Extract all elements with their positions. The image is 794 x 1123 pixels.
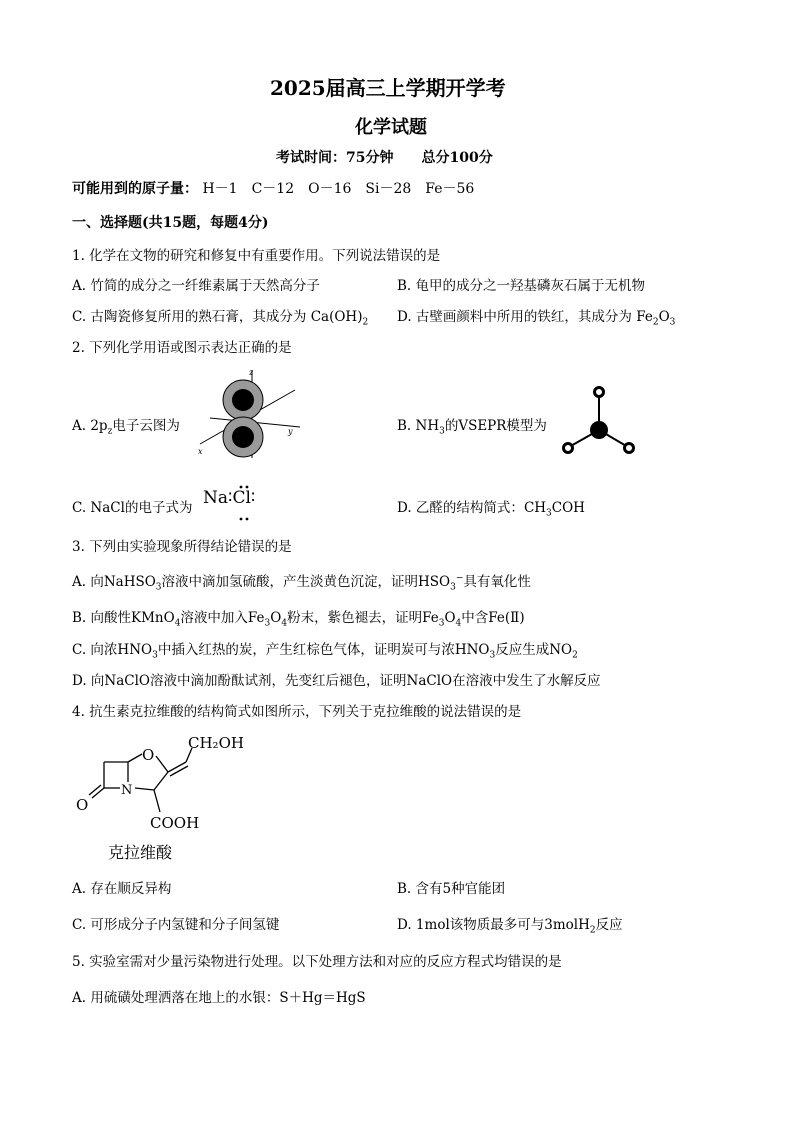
q1-d-text: D. 古壁画颜料中所用的铁红，其成分为 Fe [397,309,653,325]
q3-a-sub2: 3 [450,582,456,593]
q3-b-sub5: 4 [455,618,462,629]
q5-option-a [72,986,366,1006]
q4-d-sub: 2 [589,925,596,936]
q1-d-sub2: 3 [669,317,676,328]
q3-stem: 3. 下列由实验现象所得结论错误的是 [72,539,292,555]
atomic-mass-label: 可能用到的原子量： [72,181,198,197]
q3-b-sub4: 3 [438,618,445,629]
q3-option-c [72,638,578,661]
q3-c-mid: 中插入红热的炭，产生红棕色气体，证明炭可与浓HNO [157,642,490,658]
q3-option-d: D. 向NaClO溶液中滴加酚酞试剂，先变红后褪色，证明NaClO在溶液中发生了水解反应 [72,673,601,689]
keto-oxygen: O [76,796,89,814]
q4-d-post: 反应 [595,917,623,933]
q3-b-mid3: 粉末，紫色褪去，证明Fe [287,610,439,626]
q2-b-text: B. NH [397,418,440,434]
q1-c-text: C. 古陶瓷修复所用的熟石膏，其成分为 Ca(OH) [72,309,363,325]
q5-a-equation: S＋Hg＝HgS [279,990,366,1006]
q2-b-post: 的VSEPR模型为 [444,418,547,434]
page-title: 2025届高三上学期开学考 [270,76,506,100]
q3-b-sub3: 4 [281,618,288,629]
q2-a-sub: z [107,426,113,437]
q2-d-formula: CH [523,500,547,516]
q1-stem: 1. 化学在文物的研究和修复中有重要作用。下列说法错误的是 [72,248,441,264]
q3-b-sub1: 4 [174,618,181,629]
q3-a-sup: − [455,573,464,584]
atomic-mass-line [72,178,474,198]
q1-d-mid: O [658,309,670,325]
subject-title: 化学试题 [355,117,427,138]
atomic-mass-values: H－1 C－12 O－16 Si－28 Fe－56 [202,181,475,197]
exam-info: 考试时间：75分钟 总分100分 [276,150,493,166]
q3-c-sub1: 3 [152,650,158,661]
ch2oh-group: CH₂OH [188,734,244,752]
q2-option-a [72,414,180,437]
q1-option-a: A. 竹简的成分之一纤维素属于天然高分子 [72,278,320,294]
q4-option-d [397,913,623,936]
ring-nitrogen: N [121,783,133,798]
ligand-top [595,388,604,397]
x-axis-label: x [198,447,203,456]
q2-option-c [72,496,192,516]
q2-d-sub: 3 [546,508,552,519]
q2-option-d [397,496,585,519]
section-heading: 一、选择题(共15题，每题4分) [72,215,269,231]
q1-option-c [72,305,368,328]
vsepr-model-figure [556,384,640,456]
left-electron-pair: ∶ [228,488,233,508]
q3-c-sub3: 2 [572,650,578,661]
cl-symbol: Cl [232,488,251,508]
q1-d-sub1: 2 [652,317,659,328]
q3-b-post: 中含Fe(Ⅱ) [461,610,525,626]
q4-option-c: C. 可形成分子内氢键和分子间氢键 [72,917,280,933]
q3-b-mid2: O [270,610,282,626]
q4-d-pre: D. 1mol该物质最多可与3molH [397,917,590,933]
q2-d-rest: COH [551,500,585,516]
q1-option-d [397,305,675,328]
q2-a-text: A. 2p [72,418,108,434]
q4-option-a: A. 存在顺反异构 [72,881,172,897]
q4-option-b: B. 含有5种官能团 [397,881,506,897]
central-atom [590,421,608,439]
q3-option-b [72,606,525,629]
q3-a-sub1: 3 [155,582,162,593]
q3-b-mid4: O [444,610,456,626]
pz-orbital-figure [190,362,305,462]
q5-a-pre: A. 用硫磺处理洒落在地上的水银： [72,990,280,1006]
q2-option-b [397,414,547,437]
q2-stem: 2. 下列化学用语或图示表达正确的是 [72,340,292,356]
q2-d-text: D. 乙醛的结构简式： [397,500,524,516]
q3-a-mid: 溶液中滴加氢硫酸，产生淡黄色沉淀，证明HSO [161,574,451,590]
q3-c-sub2: 3 [489,650,496,661]
z-axis-label: z [249,368,254,377]
q3-b-mid1: 溶液中加入Fe [180,610,265,626]
cl-electron-dots [234,484,256,524]
ring-oxygen: O [142,746,155,764]
q3-c-mid2: 反应生成NO [495,642,573,658]
right-electron-pair: ∶ [250,488,256,508]
q4-stem: 4. 抗生素克拉维酸的结构简式如图所示，下列关于克拉维酸的说法错误的是 [72,704,522,720]
q3-a-post: 具有氧化性 [463,574,531,590]
ligand-left [564,444,573,453]
y-axis-label: y [288,427,293,436]
q3-b-pre: B. 向酸性KMnO [72,610,175,626]
q2-a-post: 电子云图为 [112,418,180,434]
q3-c-pre: C. 向浓HNO [72,642,153,658]
upper-lobe-core [232,389,254,411]
q3-a-pre: A. 向NaHSO [72,574,156,590]
q2-b-sub: 3 [439,426,445,437]
q5-stem: 5. 实验室需对少量污染物进行处理。以下处理方法和对应的反应方程式均错误的是 [72,954,562,970]
lower-lobe-core [232,426,254,448]
q3-b-sub2: 3 [264,618,271,629]
na-symbol: Na [203,488,229,508]
cooh-group: COOH [150,814,200,832]
structure-caption: 克拉维酸 [108,843,173,862]
q3-option-a [72,570,531,593]
clavulanic-acid-structure [72,732,262,832]
q1-option-b: B. 龟甲的成分之一羟基磷灰石属于无机物 [397,278,646,294]
ligand-right [625,444,634,453]
q1-c-sub: 2 [362,317,369,328]
q2-c-text: C. NaCl的电子式为 [72,500,193,516]
